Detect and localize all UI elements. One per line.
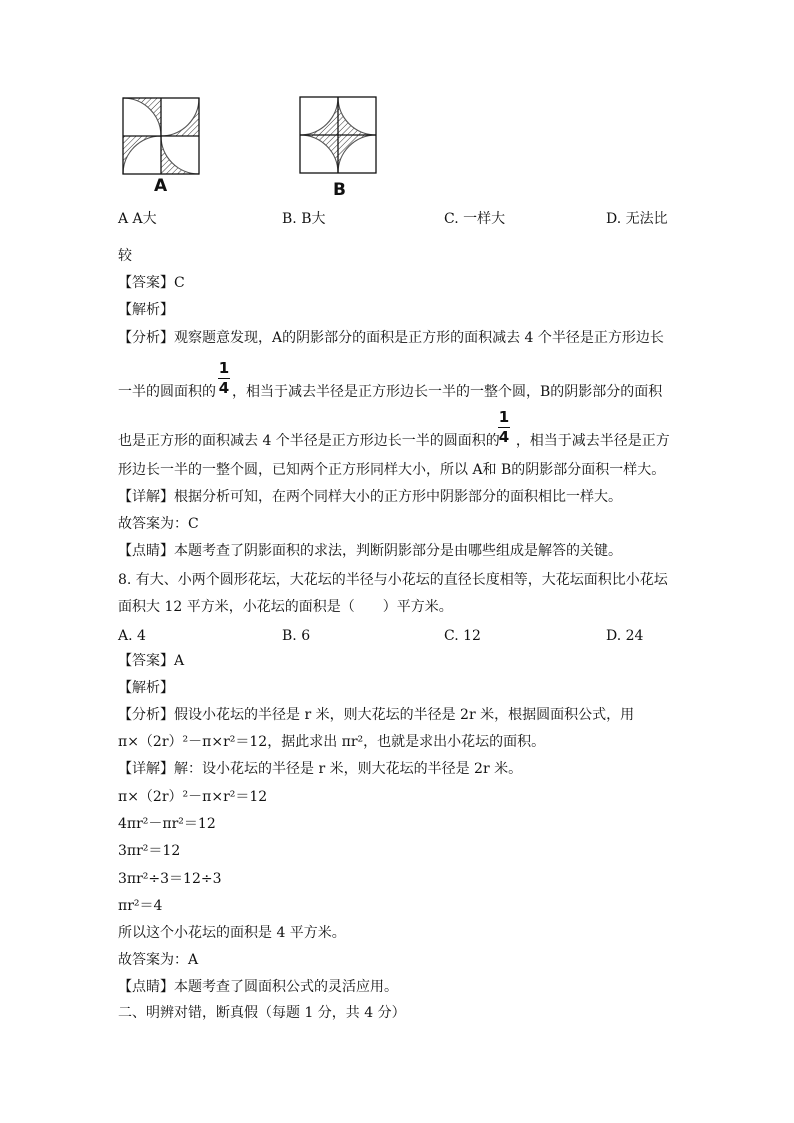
q7-conclusion: 故答案为：C [118, 516, 199, 532]
figure-b-label: B [333, 180, 346, 200]
q7-option-b: B. B大 [282, 211, 326, 227]
numerator: 1 [498, 408, 510, 426]
numerator: 1 [218, 359, 230, 377]
q7-option-c: C. 一样大 [444, 211, 506, 227]
q8-answer: 【答案】A [118, 653, 185, 669]
text: ，相当于减去半径是正方 [515, 433, 670, 449]
q7-option-a: A A大 [118, 211, 157, 227]
fraction-one-quarter [218, 361, 230, 396]
q8-question: 8. 有大、小两个圆形花坛，大花坛的半径与小花坛的直径长度相等，大花坛面积比小花坛 [118, 572, 668, 588]
q8-step: πr²＝4 [118, 898, 163, 914]
q7-option-d: D. 无法比 [606, 211, 668, 227]
q7-comment: 【点睛】本题考查了阴影面积的求法，判断阴影部分是由哪些组成是解答的关键。 [118, 543, 622, 559]
q8-comment: 【点睛】本题考查了圆面积公式的灵活应用。 [118, 979, 398, 995]
q8-jiexi: 【解析】 [118, 680, 174, 696]
q8-conclusion: 故答案为：A [118, 952, 199, 968]
q7-analysis-3 [118, 432, 670, 450]
q7-analysis-4: 形边长一半的一整个圆，已知两个正方形同样大小，所以 A和 B的阴影部分面积一样大。 [118, 462, 666, 478]
denominator: 4 [498, 428, 510, 446]
fraction-one-quarter [498, 410, 510, 445]
q8-option-d: D. 24 [606, 628, 644, 644]
denominator: 4 [218, 379, 230, 397]
text: 一半的圆面积的 [118, 384, 216, 400]
q8-result: 所以这个小花坛的面积是 4 平方米。 [118, 925, 346, 941]
q8-step: 3πr²÷3＝12÷3 [118, 871, 222, 887]
q7-detail: 【详解】根据分析可知，在两个同样大小的正方形中阴影部分的面积相比一样大。 [118, 489, 622, 505]
text: 也是正方形的面积减去 4 个半径是正方形边长一半的圆面积的 [118, 433, 500, 449]
q7-option-wrap: 较 [118, 248, 132, 264]
figure-b [298, 95, 378, 175]
figure-a [121, 96, 201, 176]
q8-question-2: 面积大 12 平方米，小花坛的面积是（ ）平方米。 [118, 599, 453, 615]
text: ，相当于减去半径是正方形边长一半的一整个圆，B的阴影部分的面积 [232, 384, 663, 400]
q7-answer: 【答案】C [118, 275, 185, 291]
q7-analysis: 【分析】观察题意发现，A的阴影部分的面积是正方形的面积减去 4 个半径是正方形边长 [118, 330, 664, 346]
q8-option-b: B. 6 [282, 628, 311, 644]
q8-detail: 【详解】解：设小花坛的半径是 r 米，则大花坛的半径是 2r 米。 [118, 761, 523, 777]
q8-step: π×（2r）²－π×r²＝12 [118, 789, 268, 805]
q8-option-c: C. 12 [444, 628, 481, 644]
q8-option-a: A. 4 [118, 628, 146, 644]
section-heading: 二、明辨对错，断真假（每题 1 分，共 4 分） [118, 1005, 406, 1021]
figure-a-label: A [154, 176, 168, 196]
q7-jiexi: 【解析】 [118, 302, 174, 318]
q8-analysis-2: π×（2r）²－π×r²＝12，据此求出 πr²，也就是求出小花坛的面积。 [118, 734, 546, 750]
q8-analysis: 【分析】假设小花坛的半径是 r 米，则大花坛的半径是 2r 米，根据圆面积公式，用 [118, 707, 635, 723]
q7-analysis-2 [118, 383, 662, 401]
q8-step: 3πr²＝12 [118, 843, 181, 859]
q8-step: 4πr²－πr²＝12 [118, 816, 216, 832]
